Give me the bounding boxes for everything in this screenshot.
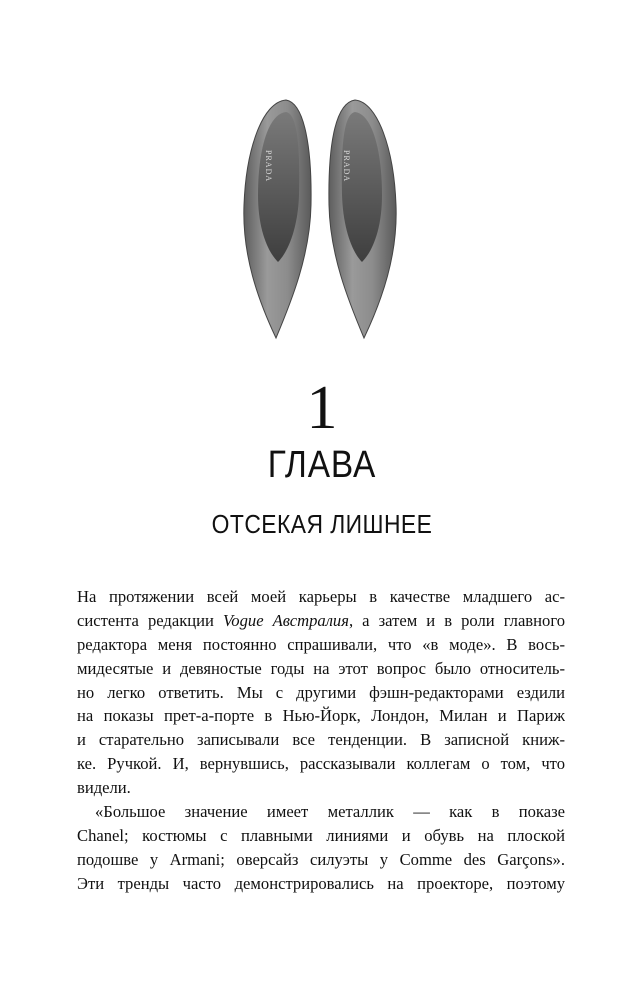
body-line: подошве у Armani; оверсайз силуэты у Comme des Garçons». (77, 849, 565, 869)
chapter-label: ГЛАВА (267, 444, 377, 486)
prada-shoes-illustration (0, 0, 644, 370)
body-line: Эти тренды часто демонстрировались на проекторе, поэтому (77, 873, 565, 893)
body-line: На протяжении всей моей карьеры в качестве младшего ас- (77, 587, 565, 606)
right-shoe-brand: PRADA (342, 150, 351, 183)
chapter-number: 1 (306, 374, 338, 442)
body-line: «Большое значение имеет металлик — как в показе (95, 802, 565, 822)
body-line: но легко ответить. Мы с другими фэшн-редакторами ездили (77, 682, 565, 702)
body-line (77, 609, 565, 633)
magazine-title: Vogue Австралия (223, 610, 349, 630)
left-shoe-brand: PRADA (264, 150, 273, 183)
body-line: видели. (77, 778, 131, 798)
body-line: и старательно записывали все тенденции. В записной книж- (77, 730, 565, 750)
left-shoe (244, 100, 311, 338)
body-line: Chanel; костюмы с плавными линиями и обувь на плоской (77, 825, 565, 845)
body-line: на показы прет-а-порте в Нью-Йорк, Лондон, Милан и Париж (77, 706, 565, 726)
chapter-title: ОТСЕКАЯ ЛИШНЕЕ (211, 509, 433, 539)
body-line: ке. Ручкой. И, вернувшись, рассказывали коллегам о том, что (77, 754, 565, 774)
body-text (77, 585, 565, 896)
body-line-segment: систента редакции (77, 610, 224, 630)
body-line: мидесятые и девяностые годы на этот вопрос было относитель- (77, 658, 565, 678)
right-shoe (329, 100, 396, 338)
body-line: редактора меня постоянно спрашивали, что «в моде». В вось- (77, 634, 565, 654)
body-line-segment: , а затем и в роли главного (348, 610, 566, 630)
